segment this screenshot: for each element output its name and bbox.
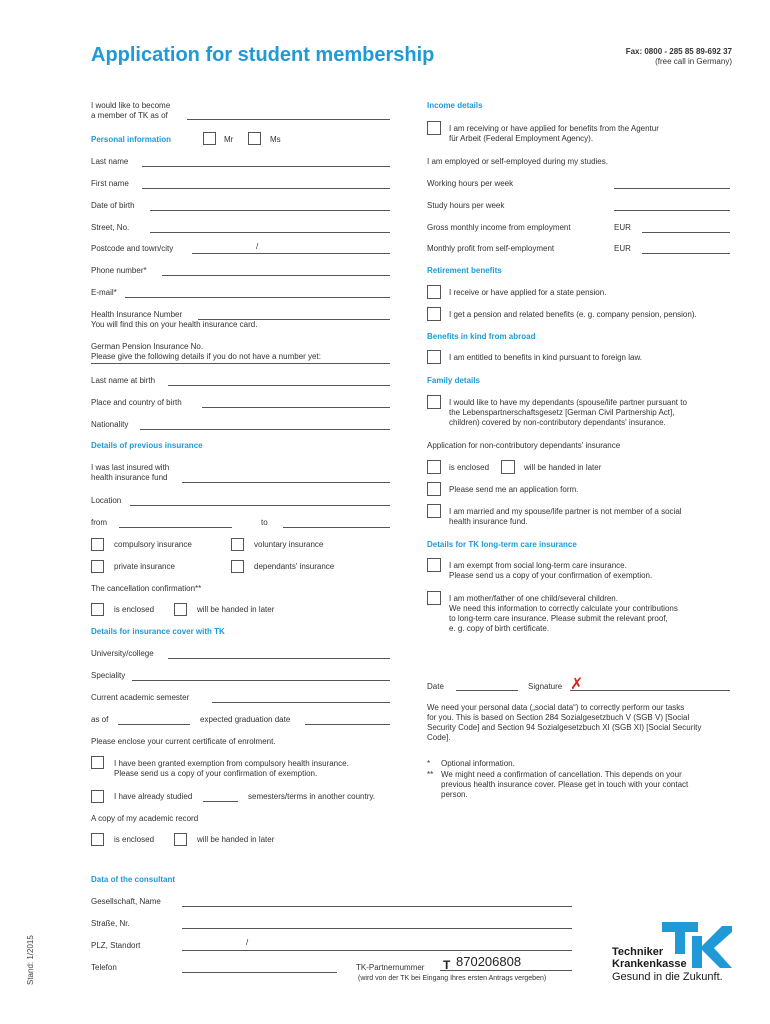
fax-number: Fax: 0800 - 285 85 89-692 37 <box>625 47 732 56</box>
dob-label: Date of birth <box>91 201 135 210</box>
note2-line: person. <box>441 790 468 799</box>
study-hours-field[interactable] <box>614 210 730 211</box>
gross-income-label: Gross monthly income from employment <box>427 223 571 232</box>
exemption-line: Please send us a copy of your confirmation of exemption. <box>114 769 318 778</box>
voluntary-checkbox[interactable] <box>231 538 244 551</box>
as-of-label: as of <box>91 715 109 724</box>
partner-note: (wird von der TK bei Eingang Ihres ersten Antrags vergeben) <box>358 975 547 982</box>
parent-label <box>449 594 678 634</box>
app-noncontrib-text: Application for non-contributory dependants' insurance <box>427 441 621 450</box>
private-label: private insurance <box>114 562 175 571</box>
last-insured-line: health insurance fund <box>91 473 168 482</box>
street-field[interactable] <box>150 232 390 233</box>
married-checkbox[interactable] <box>427 504 441 518</box>
grad-date-label: expected graduation date <box>200 715 291 724</box>
exemption-checkbox[interactable] <box>91 756 104 769</box>
record-label: A copy of my academic record <box>91 814 199 823</box>
semesters-count-field[interactable] <box>203 801 238 802</box>
intro-text <box>91 101 170 121</box>
parent-line: I am mother/father of one child/several children. <box>449 594 618 603</box>
work-hours-field[interactable] <box>614 188 730 189</box>
last-insured-label <box>91 463 169 483</box>
agentur-label <box>449 124 659 144</box>
logo-line2: Krankenkasse <box>612 958 687 970</box>
intro-line: I would like to become <box>91 101 171 110</box>
profit-label: Monthly profit from self-employment <box>427 244 555 253</box>
nationality-field[interactable] <box>140 429 390 430</box>
last-name-label: Last name <box>91 157 129 166</box>
location-field[interactable] <box>130 505 390 506</box>
private-checkbox[interactable] <box>91 560 104 573</box>
gross-income-field[interactable] <box>642 232 730 233</box>
semester-label: Current academic semester <box>91 693 190 702</box>
birth-place-field[interactable] <box>202 407 390 408</box>
hin-line: Health Insurance Number <box>91 310 183 319</box>
to-label: to <box>261 518 268 527</box>
app-form-label: Please send me an application form. <box>449 485 579 494</box>
phone-field[interactable] <box>162 275 390 276</box>
last-insured-field[interactable] <box>182 482 390 483</box>
privacy-text <box>427 703 701 743</box>
dependants-cover-line: I would like to have my dependants (spouse/life partner pursuant to <box>449 398 687 407</box>
street-label: Street, No. <box>91 223 130 232</box>
note2-line: previous health insurance cover. Please get in touch with your contact <box>441 780 689 789</box>
pension-line: Please give the following details if you do not have a number yet: <box>91 352 321 361</box>
logo-slogan: Gesund in die Zukunft. <box>612 971 723 983</box>
first-name-label: First name <box>91 179 129 188</box>
as-of-field[interactable] <box>118 724 190 725</box>
email-label: E-mail* <box>91 288 117 297</box>
exemption-label <box>114 759 349 779</box>
parent-line: to long-term care insurance. Please submit the relevant proof, <box>449 614 668 623</box>
app-form-checkbox[interactable] <box>427 482 441 496</box>
mr-label: Mr <box>224 135 234 144</box>
privacy-line: We need your personal data („social data“) to correctly perform our tasks <box>427 703 685 712</box>
app-enclosed-label: is enclosed <box>449 463 490 472</box>
compulsory-checkbox[interactable] <box>91 538 104 551</box>
university-label: University/college <box>91 649 154 658</box>
company-label: Gesellschaft, Name <box>91 897 161 906</box>
consultant-phone-field[interactable] <box>182 972 337 973</box>
dependants-cover-checkbox[interactable] <box>427 395 441 409</box>
note2-text <box>441 770 688 800</box>
partner-number-field[interactable] <box>440 970 572 971</box>
company-pension-label: I get a pension and related benefits (e. g. company pension, pension). <box>449 310 697 319</box>
voluntary-label: voluntary insurance <box>254 540 324 549</box>
privacy-line: Security Code] and Section 94 Sozialgesetzbuch XI (SGB XI) [Social Security <box>427 723 702 732</box>
consultant-street-label: Straße, Nr. <box>91 919 130 928</box>
ms-checkbox[interactable] <box>248 132 261 145</box>
stand-date: Stand: 1/2015 <box>26 935 35 985</box>
study-hours-label: Study hours per week <box>427 201 505 210</box>
cancel-enclosed-checkbox[interactable] <box>91 603 104 616</box>
cancel-later-label: will be handed in later <box>197 605 275 614</box>
consultant-phone-label: Telefon <box>91 963 117 972</box>
entitled-label: I am entitled to benefits in kind pursuant to foreign law. <box>449 353 643 362</box>
cancel-conf-label: The cancellation confirmation** <box>91 584 202 593</box>
agentur-line: I am receiving or have applied for benefits from the Agentur <box>449 124 659 133</box>
plz-field[interactable] <box>182 950 572 951</box>
semester-field[interactable] <box>212 702 390 703</box>
postcode-slash: / <box>256 242 259 251</box>
agentur-checkbox[interactable] <box>427 121 441 135</box>
postcode-field[interactable] <box>192 253 390 254</box>
semesters-other-label: semesters/terms in another country. <box>248 792 376 801</box>
studied-abroad-checkbox[interactable] <box>91 790 104 803</box>
date-label: Date <box>427 682 444 691</box>
plz-slash: / <box>246 938 249 947</box>
personal-info-heading: Personal information <box>91 135 172 144</box>
to-field[interactable] <box>283 527 390 528</box>
exempt-social-label <box>449 561 652 581</box>
birth-place-label: Place and country of birth <box>91 398 182 407</box>
dependants-label: dependants' insurance <box>254 562 335 571</box>
married-line: health insurance fund. <box>449 517 528 526</box>
parent-checkbox[interactable] <box>427 591 441 605</box>
family-heading: Family details <box>427 376 480 385</box>
ltc-heading: Details for TK long-term care insurance <box>427 540 577 549</box>
note1-mark: * <box>427 759 431 768</box>
consultant-street-field[interactable] <box>182 928 572 929</box>
record-enclosed-checkbox[interactable] <box>91 833 104 846</box>
logo-line1: Techniker <box>612 946 664 958</box>
cover-tk-heading: Details for insurance cover with TK <box>91 627 225 636</box>
location-label: Location <box>91 496 122 505</box>
compulsory-label: compulsory insurance <box>114 540 192 549</box>
exempt-social-checkbox[interactable] <box>427 558 441 572</box>
company-field[interactable] <box>182 906 572 907</box>
state-pension-checkbox[interactable] <box>427 285 441 299</box>
married-label <box>449 507 682 527</box>
mr-checkbox[interactable] <box>203 132 216 145</box>
pension-line: German Pension Insurance No. <box>91 342 204 351</box>
record-later-checkbox[interactable] <box>174 833 187 846</box>
app-enclosed-checkbox[interactable] <box>427 460 441 474</box>
nationality-label: Nationality <box>91 420 129 429</box>
privacy-line: for you. This is based on Section 284 Sozialgesetzbuch V (SGB V) [Social <box>427 713 690 722</box>
profit-field[interactable] <box>642 253 730 254</box>
previous-insurance-heading: Details of previous insurance <box>91 441 203 450</box>
record-enclosed-label: is enclosed <box>114 835 155 844</box>
parent-line: We need this information to correctly calculate your contributions <box>449 604 678 613</box>
agentur-line: für Arbeit (Federal Employment Agency). <box>449 134 594 143</box>
last-insured-line: I was last insured with <box>91 463 170 472</box>
note1-text: Optional information. <box>441 759 515 768</box>
date-field[interactable] <box>456 690 518 691</box>
signature-mark-icon: ✗ <box>570 676 584 693</box>
from-label: from <box>91 518 107 527</box>
dob-field[interactable] <box>150 210 390 211</box>
cancel-later-checkbox[interactable] <box>174 603 187 616</box>
email-field[interactable] <box>125 297 390 298</box>
hin-field[interactable] <box>198 319 390 320</box>
enclose-cert-text: Please enclose your current certificate of enrolment. <box>91 737 276 746</box>
postcode-label: Postcode and town/city <box>91 244 174 253</box>
income-heading: Income details <box>427 101 483 110</box>
university-field[interactable] <box>168 658 390 659</box>
exempt-social-line: I am exempt from social long-term care insurance. <box>449 561 627 570</box>
partner-label: TK-Partnernummer <box>356 963 425 972</box>
parent-line: e. g. copy of birth certificate. <box>449 624 550 633</box>
last-name-field[interactable] <box>142 166 390 167</box>
privacy-line: Code]. <box>427 733 451 742</box>
exemption-line: I have been granted exemption from compulsory health insurance. <box>114 759 349 768</box>
signature-field[interactable] <box>570 690 730 691</box>
kind-abroad-heading: Benefits in kind from abroad <box>427 332 536 341</box>
hin-label <box>91 310 257 330</box>
ms-label: Ms <box>270 135 281 144</box>
note2-line: We might need a confirmation of cancellation. This depends on your <box>441 770 682 779</box>
gross-eur-label: EUR <box>614 223 631 232</box>
cancel-enclosed-label: is enclosed <box>114 605 155 614</box>
dependants-cover-line: the Lebenspartnerschaftsgesetz [German Civil Partnership Act], <box>449 408 675 417</box>
consultant-heading: Data of the consultant <box>91 875 176 884</box>
entitled-checkbox[interactable] <box>427 350 441 364</box>
dependants-cover-label <box>449 398 687 428</box>
employed-text: I am employed or self-employed during my studies. <box>427 157 608 166</box>
plz-label: PLZ, Standort <box>91 941 141 950</box>
pension-no-field[interactable] <box>91 363 390 364</box>
exempt-social-line: Please send us a copy of your confirmation of exemption. <box>449 571 653 580</box>
first-name-field[interactable] <box>142 188 390 189</box>
birth-name-field[interactable] <box>168 385 390 386</box>
record-later-label: will be handed in later <box>197 835 275 844</box>
birth-name-label: Last name at birth <box>91 376 156 385</box>
speciality-label: Speciality <box>91 671 126 680</box>
hin-line: You will find this on your health insurance card. <box>91 320 258 329</box>
work-hours-label: Working hours per week <box>427 179 514 188</box>
dependants-cover-line: children) covered by non-contributory dependants' insurance. <box>449 418 666 427</box>
app-later-label: will be handed in later <box>524 463 602 472</box>
grad-date-field[interactable] <box>305 724 390 725</box>
fax-note: (free call in Germany) <box>655 57 732 66</box>
page-title: Application for student membership <box>91 44 435 66</box>
intro-line: a member of TK as of <box>91 111 168 120</box>
app-later-checkbox[interactable] <box>501 460 515 474</box>
company-pension-checkbox[interactable] <box>427 307 441 321</box>
retirement-heading: Retirement benefits <box>427 266 502 275</box>
pension-no-label <box>91 342 321 362</box>
partner-prefix: T <box>443 958 451 972</box>
note2-mark: ** <box>427 770 434 779</box>
signature-label: Signature <box>528 682 563 691</box>
speciality-field[interactable] <box>132 680 390 681</box>
dependants-checkbox[interactable] <box>231 560 244 573</box>
state-pension-label: I receive or have applied for a state pension. <box>449 288 607 297</box>
profit-eur-label: EUR <box>614 244 631 253</box>
phone-label: Phone number* <box>91 266 147 275</box>
partner-number: 870206808 <box>456 954 522 969</box>
studied-abroad-label: I have already studied <box>114 792 193 801</box>
married-line: I am married and my spouse/life partner is not member of a social <box>449 507 682 516</box>
membership-date-line[interactable] <box>187 119 390 120</box>
from-field[interactable] <box>119 527 232 528</box>
